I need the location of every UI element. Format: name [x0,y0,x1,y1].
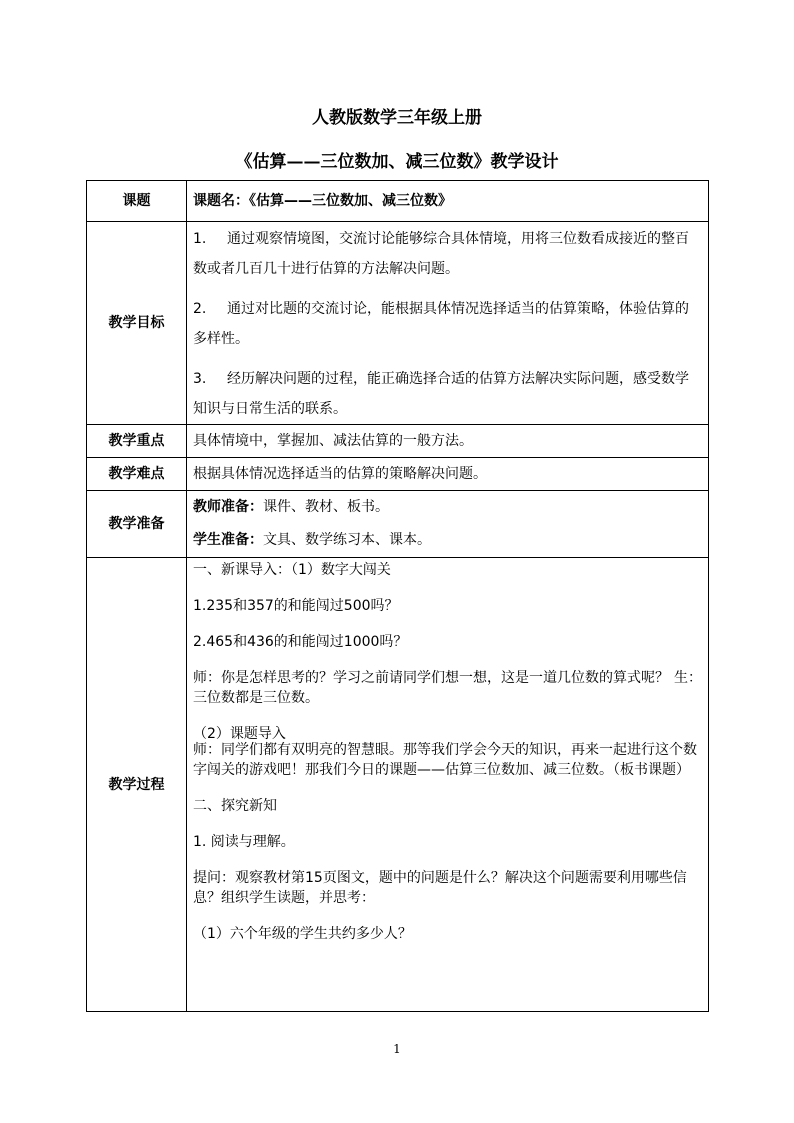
objective-number: 2. [193,301,207,317]
table-row-objectives [87,222,709,425]
process-line: 师：同学们都有双明亮的智慧眼。那等我们学会今天的知识，再来一起进行这个数字闯关的游戏吧！那我们今日的课题——估算三位数加、减三位数。（板书课题） [193,742,697,778]
table-row-key-point [87,425,709,458]
student-prep-label: 学生准备： [193,532,263,548]
teacher-preparation [193,491,702,524]
difficulty-label: 教学难点 [87,458,187,491]
objective-text: 通过观察情境图，交流讨论能够综合具体情境，用将三位数看成接近的整百数或者几百几十进行估算的方法解决问题。 [193,231,689,277]
table-row-process [87,558,709,1012]
topic-prefix: 课题名： [193,193,249,209]
objective-text: 经历解决问题的过程，能正确选择合适的估算方法解决实际问题，感受数学知识与日常生活的联系。 [193,371,689,417]
document-title: 人教版数学三年级上册 [312,108,482,128]
process-label: 教学过程 [87,558,187,1012]
process-line: 师：你是怎样思考的？学习之前请同学们想一想，这是一道几位数的算式呢？ [193,670,669,686]
objective-item [193,224,702,284]
objectives-cell [187,222,709,425]
objective-item [193,294,702,354]
process-line: 2.465和436的和能闯过1000吗？ [193,634,408,650]
document-subtitle: 《估算——三位数加、减三位数》教学设计 [235,152,559,172]
objective-text: 通过对比题的交流讨论，能根据具体情况选择适当的估算策略，体验估算的多样性。 [193,301,689,347]
process-line: 1.235和357的和能闯过500吗？ [193,598,399,614]
objective-number: 1. [193,231,207,247]
process-line: 生： [674,670,702,686]
table-row-preparation [87,491,709,558]
objective-number: 3. [193,371,207,387]
objective-item [193,364,702,424]
page-number: 1 [393,1042,401,1056]
process-cell [187,558,709,1012]
key-point-text: 具体情境中，掌握加、减法估算的一般方法。 [187,425,709,458]
student-prep-text: 文具、数学练习本、课本。 [263,532,431,548]
process-line: 提问：观察教材第15页图文，题中的问题是什么？解决这个问题需要利用哪些信息？组织学生读题，并思考： [193,870,687,906]
process-line: 1. 阅读与理解。 [193,834,295,850]
student-preparation [193,524,702,557]
table-row-difficulty [87,458,709,491]
lesson-plan-table [86,180,709,1012]
objectives-label: 教学目标 [87,222,187,425]
topic-cell [187,181,709,222]
table-row-topic [87,181,709,222]
difficulty-text: 根据具体情况选择适当的估算的策略解决问题。 [187,458,709,491]
process-line: 二、探究新知 [193,798,277,814]
key-point-label: 教学重点 [87,425,187,458]
topic-label: 课题 [87,181,187,222]
preparation-cell [187,491,709,558]
teacher-prep-label: 教师准备： [193,499,263,515]
teacher-prep-text: 课件、教材、板书。 [263,499,389,515]
topic-value: 《估算——三位数加、减三位数》 [249,193,452,209]
preparation-label: 教学准备 [87,491,187,558]
process-line: （1）六个年级的学生共约多少人？ [193,926,412,942]
process-line: （2）课题导入 [193,726,286,742]
process-line: 三位数都是三位数。 [193,690,319,706]
process-line: 一、新课导入：（1）数字大闯关 [193,562,391,578]
